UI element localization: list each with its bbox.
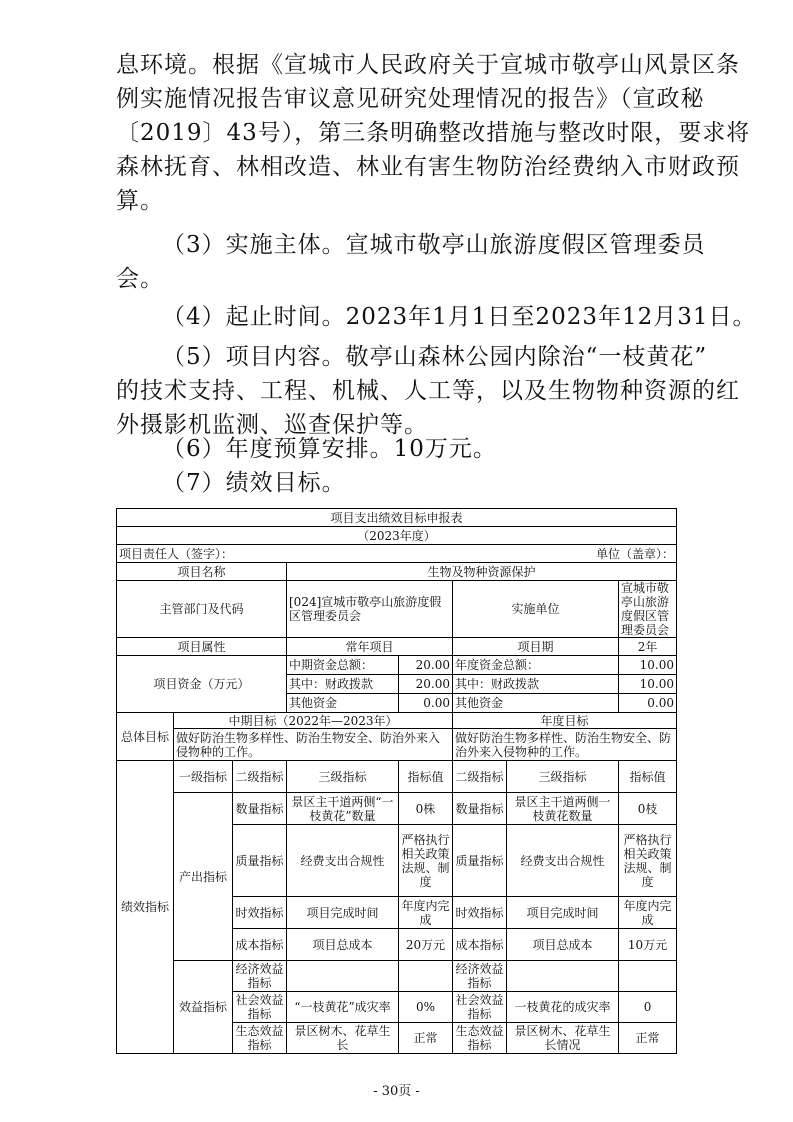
mid-val-cell: 正常 [399, 1023, 453, 1054]
mid-l3-cell: 经费支出合规性 [287, 825, 399, 897]
attr-value: 常年项目 [287, 638, 453, 656]
l2-cell: 质量指标 [453, 825, 507, 897]
paragraph-line: （3）实施主体。宣城市敬亭山旅游度假区管理委员 [162, 232, 706, 258]
yr-l3-cell [507, 961, 619, 992]
yr-fiscal-label: 其中：财政拨款 [453, 675, 619, 694]
header-val: 指标值 [619, 761, 677, 793]
paragraph-line: 外摄影机监测、巡查保护等。 [116, 412, 428, 438]
mid-fiscal-label: 其中：财政拨款 [287, 675, 399, 694]
unit-label: 单位（盖章）： [399, 545, 677, 563]
mid-l3-cell: 景区树木、花草生长 [287, 1023, 399, 1054]
l2-cell: 时效指标 [233, 897, 287, 929]
mid-l3-cell: 项目完成时间 [287, 897, 399, 929]
yr-goal-label: 年度目标 [453, 713, 677, 729]
yr-goal: 做好防治生物多样性、防治生物安全、防治外来入侵物种的工作。 [453, 729, 677, 761]
header-l3: 三级指标 [287, 761, 399, 793]
project-name-label: 项目名称 [117, 563, 287, 581]
l2-cell: 成本指标 [233, 929, 287, 961]
mid-other: 0.00 [399, 694, 453, 713]
mid-l3-cell [287, 961, 399, 992]
paragraph-line: 会。 [116, 266, 164, 292]
yr-val-cell [619, 961, 677, 992]
mid-goal: 做好防治生物多样性、防治生物安全、防治外来入侵物种的工作。 [174, 729, 453, 761]
mid-l3-cell: 项目总成本 [287, 929, 399, 961]
overall-label: 总体目标 [117, 713, 174, 761]
header-l2: 二级指标 [233, 761, 287, 793]
l2-cell: 数量指标 [233, 793, 287, 825]
yr-val-cell: 10万元 [619, 929, 677, 961]
mid-goal-label: 中期目标（2022年—2023年） [174, 713, 453, 729]
yr-other-label: 其他资金 [453, 694, 619, 713]
impl-value: 宣城市敬亭山旅游度假区管理委员会 [619, 581, 677, 638]
yr-val-cell: 严格执行相关政策法规、制度 [619, 825, 677, 897]
paragraph-line: 算。 [116, 188, 164, 214]
paragraph-line: 的技术支持、工程、机械、人工等，以及生物物种资源的红 [116, 378, 740, 404]
mid-val-cell: 20万元 [399, 929, 453, 961]
table-title: 项目支出绩效目标申报表 [117, 509, 677, 527]
paragraph-line: （5）项目内容。敬亭山森林公园内除治“一枝黄花” [162, 344, 708, 370]
yr-fiscal: 10.00 [619, 675, 677, 694]
mid-val-cell: 0% [399, 992, 453, 1023]
mid-val-cell: 年度内完成 [399, 897, 453, 929]
paragraph-line: （4）起止时间。2023年1月1日至2023年12月31日。 [162, 304, 757, 330]
paragraph-line: （7）绩效目标。 [162, 470, 346, 496]
yr-val-cell: 0枝 [619, 793, 677, 825]
l2-cell: 成本指标 [453, 929, 507, 961]
yr-total: 10.00 [619, 656, 677, 675]
paragraph-line: 森林抚育、林相改造、林业有害生物防治经费纳入市财政预 [116, 154, 740, 180]
table-year: （2023年度） [117, 527, 677, 545]
mid-total-label: 中期资金总额： [287, 656, 399, 675]
responsible-label: 项目责任人（签字）： [117, 545, 399, 563]
yr-val-cell: 正常 [619, 1023, 677, 1054]
yr-val-cell: 0 [619, 992, 677, 1023]
mid-other-label: 其他资金 [287, 694, 399, 713]
paragraph-line: 〔2019〕43号），第三条明确整改措施与整改时限，要求将 [116, 120, 751, 146]
dept-value: [024]宣城市敬亭山旅游度假区管理委员会 [287, 581, 453, 638]
l2-cell: 社会效益指标 [233, 992, 287, 1023]
mid-l3-cell: 景区主干道两侧“一枝黄花”数量 [287, 793, 399, 825]
attr-label: 项目属性 [117, 638, 287, 656]
impl-label: 实施单位 [453, 581, 619, 638]
page-number: - 30页 - [373, 1084, 420, 1099]
l2-cell: 质量指标 [233, 825, 287, 897]
header-l1: 一级指标 [174, 761, 233, 793]
header-l3: 三级指标 [507, 761, 619, 793]
l2-cell: 时效指标 [453, 897, 507, 929]
yr-l3-cell: 经费支出合规性 [507, 825, 619, 897]
mid-val-cell [399, 961, 453, 992]
mid-total: 20.00 [399, 656, 453, 675]
yr-l3-cell: 项目完成时间 [507, 897, 619, 929]
mid-val-cell: 0株 [399, 793, 453, 825]
yr-l3-cell: 项目总成本 [507, 929, 619, 961]
performance-target-table [116, 508, 677, 1054]
l2-cell: 经济效益指标 [233, 961, 287, 992]
yr-l3-cell: 一枝黄花的成灾率 [507, 992, 619, 1023]
output-label: 产出指标 [174, 793, 233, 961]
period-label: 项目期 [453, 638, 619, 656]
header-val: 指标值 [399, 761, 453, 793]
yr-l3-cell: 景区主干道两侧一枝黄花数量 [507, 793, 619, 825]
benefit-label: 效益指标 [174, 961, 233, 1054]
dept-label: 主管部门及代码 [117, 581, 287, 638]
l2-cell: 社会效益指标 [453, 992, 507, 1023]
l2-cell: 生态效益指标 [453, 1023, 507, 1054]
perf-label: 绩效指标 [117, 761, 174, 1054]
mid-fiscal: 20.00 [399, 675, 453, 694]
mid-l3-cell: “一枝黄花”成灾率 [287, 992, 399, 1023]
yr-other: 0.00 [619, 694, 677, 713]
paragraph-line: （6）年度预算安排。10万元。 [162, 436, 497, 462]
paragraph-line: 例实施情况报告审议意见研究处理情况的报告》（宣政秘 [116, 86, 705, 112]
l2-cell: 生态效益指标 [233, 1023, 287, 1054]
paragraph-line: 息环境。根据《宣城市人民政府关于宣城市敬亭山风景区条 [116, 52, 740, 78]
header-l2: 二级指标 [453, 761, 507, 793]
period-value: 2年 [619, 638, 677, 656]
yr-total-label: 年度资金总额： [453, 656, 619, 675]
mid-val-cell: 严格执行相关政策法规、制度 [399, 825, 453, 897]
funds-label: 项目资金（万元） [117, 656, 287, 713]
l2-cell: 经济效益指标 [453, 961, 507, 992]
yr-val-cell: 年度内完成 [619, 897, 677, 929]
l2-cell: 数量指标 [453, 793, 507, 825]
yr-l3-cell: 景区树木、花草生长情况 [507, 1023, 619, 1054]
project-name: 生物及物种资源保护 [287, 563, 677, 581]
